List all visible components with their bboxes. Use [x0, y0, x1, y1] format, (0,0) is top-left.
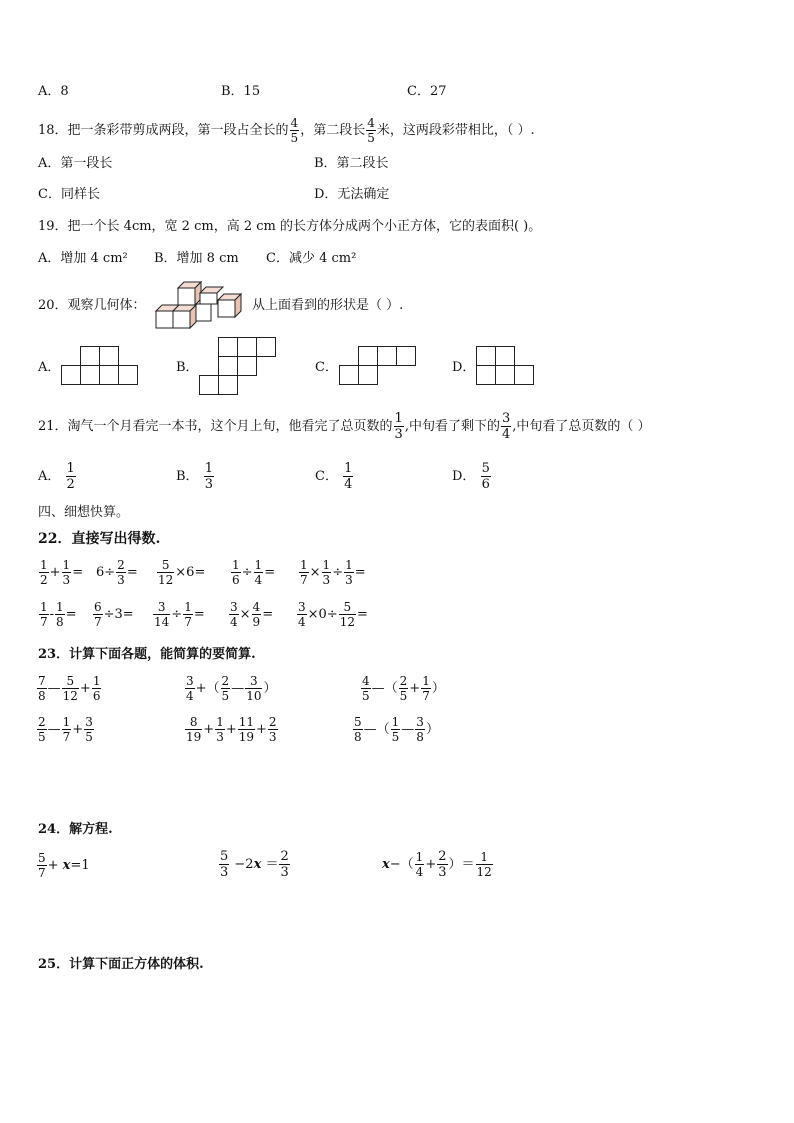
q22-expr-7: $\frac{6}{7}$ ÷3=	[94, 600, 134, 629]
q18-question	[38, 117, 535, 144]
q20-option-c-figure	[338, 346, 420, 386]
q22-expr-10: $\frac{3}{4}$ ×0÷ $\frac{5}{12}$ =	[298, 600, 368, 629]
q24-title: 24．解方程.	[38, 822, 113, 837]
q18-text-mid: ，第二段长	[300, 123, 366, 138]
fraction: $\frac{1}{3}$	[394, 411, 403, 442]
q23-expr-2: $\frac{3}{4}$ +（ $\frac{2}{5}$ — $\frac{3}{10}$ ）	[186, 674, 277, 703]
q19-option-b: B．增加 8 cm	[154, 251, 239, 266]
q21-option-b: B． $\frac{1}{3}$	[176, 461, 213, 492]
q17-option-a: A．8	[38, 84, 69, 99]
q21-option-a: A． $\frac{1}{2}$	[38, 461, 75, 492]
q21-text-pre: 21．淘气一个月看完一本书，这个月上旬，他看完了总页数的	[38, 419, 393, 434]
q22-expr-9: $\frac{3}{4}$ × $\frac{4}{9}$ =	[230, 600, 274, 629]
q25-title: 25．计算下面正方体的体积.	[38, 957, 204, 972]
fraction: $\frac{3}{4}$	[501, 411, 511, 442]
q18-option-c: C．同样长	[38, 187, 100, 202]
q20-option-a-label: A．	[38, 360, 61, 375]
q19-option-c: C．减少 4 cm²	[266, 251, 357, 266]
q22-expr-5: $\frac{1}{7}$ × $\frac{1}{3}$ ÷ $\frac{1}{3}$ =	[300, 558, 366, 587]
q19-question: 19．把一个长 4cm，宽 2 cm，高 2 cm 的长方体分成两个小正方体，它的表面积( )。	[38, 219, 542, 234]
q20-option-d-figure	[475, 346, 539, 386]
q24-equation-3: x−（ $\frac{1}{4}$ + $\frac{2}{3}$ ）＝ $\frac{1}{12}$	[382, 849, 492, 880]
q20-option-c-label: C．	[315, 360, 338, 375]
q18-text-post: 米，这两段彩带相比，（ ）.	[376, 123, 535, 138]
q20-option-d-label: D．	[452, 360, 476, 375]
q18-option-a: A．第一段长	[38, 156, 113, 171]
q21-option-d: D． $\frac{5}{6}$	[452, 461, 490, 492]
q22-expr-1: $\frac{1}{2}$ + $\frac{1}{3}$ =	[40, 558, 84, 587]
q20-option-a-figure	[60, 346, 142, 386]
q23-expr-4: $\frac{2}{5}$ — $\frac{1}{7}$ + $\frac{3}{5}$	[38, 715, 93, 744]
q18-option-b: B．第二段长	[314, 156, 389, 171]
q18-text-pre: 18．把一条彩带剪成两段，第一段占全长的	[38, 123, 289, 138]
q23-expr-6: $\frac{5}{8}$ —（ $\frac{1}{5}$ — $\frac{3}{8}$ ）	[354, 715, 439, 744]
q17-option-b: B．15	[221, 84, 261, 99]
q22-expr-2: 6÷ $\frac{2}{3}$ =	[96, 558, 138, 587]
q24-equation-1: $\frac{5}{7}$ + x=1	[38, 851, 90, 880]
q21-text-mid: ,中旬看了剩下的	[404, 419, 500, 434]
fraction: $\frac{4}{5}$	[367, 116, 375, 145]
q23-expr-5: $\frac{8}{19}$ + $\frac{1}{3}$ + $\frac{11}{19}$ + $\frac{2}{3}$	[186, 715, 277, 744]
q23-expr-1: $\frac{7}{8}$ — $\frac{5}{12}$ + $\frac{1}{6}$	[38, 674, 101, 703]
q20-text-pre: 20．观察几何体：	[38, 298, 146, 313]
q17-option-c: C．27	[407, 84, 447, 99]
q21-question	[38, 412, 651, 441]
q22-expr-8: $\frac{3}{14}$ ÷ $\frac{1}{7}$ =	[154, 600, 205, 629]
q21-text-post: ,中旬看了总页数的（ ）	[512, 419, 651, 434]
q20-text-post: 从上面看到的形状是（ ）.	[252, 298, 404, 313]
q23-expr-3: $\frac{4}{5}$ —（ $\frac{2}{5}$ + $\frac{1}{7}$ ）	[362, 674, 445, 703]
section-heading: 四、细想快算。	[38, 505, 130, 520]
q21-option-c: C． $\frac{1}{4}$	[315, 461, 353, 492]
q20-option-b-label: B．	[176, 360, 199, 375]
q22-title: 22．直接写出得数.	[38, 531, 161, 547]
q19-option-a: A．增加 4 cm²	[38, 251, 128, 266]
q22-expr-3: $\frac{5}{12}$ ×6=	[158, 558, 206, 587]
q20-option-b-figure	[198, 337, 280, 397]
q18-option-d: D．无法确定	[314, 187, 390, 202]
cube-solid-figure	[152, 278, 248, 330]
fraction: $\frac{4}{5}$	[290, 116, 299, 145]
q24-equation-2: $\frac{5}{3}$ −2x ＝ $\frac{2}{3}$	[220, 849, 289, 880]
q22-expr-6: $\frac{1}{7}$ - $\frac{1}{8}$ =	[40, 600, 77, 629]
q22-expr-4: $\frac{1}{6}$ ÷ $\frac{1}{4}$ =	[232, 558, 276, 587]
q23-title: 23．计算下面各题，能简算的要简算.	[38, 647, 256, 662]
